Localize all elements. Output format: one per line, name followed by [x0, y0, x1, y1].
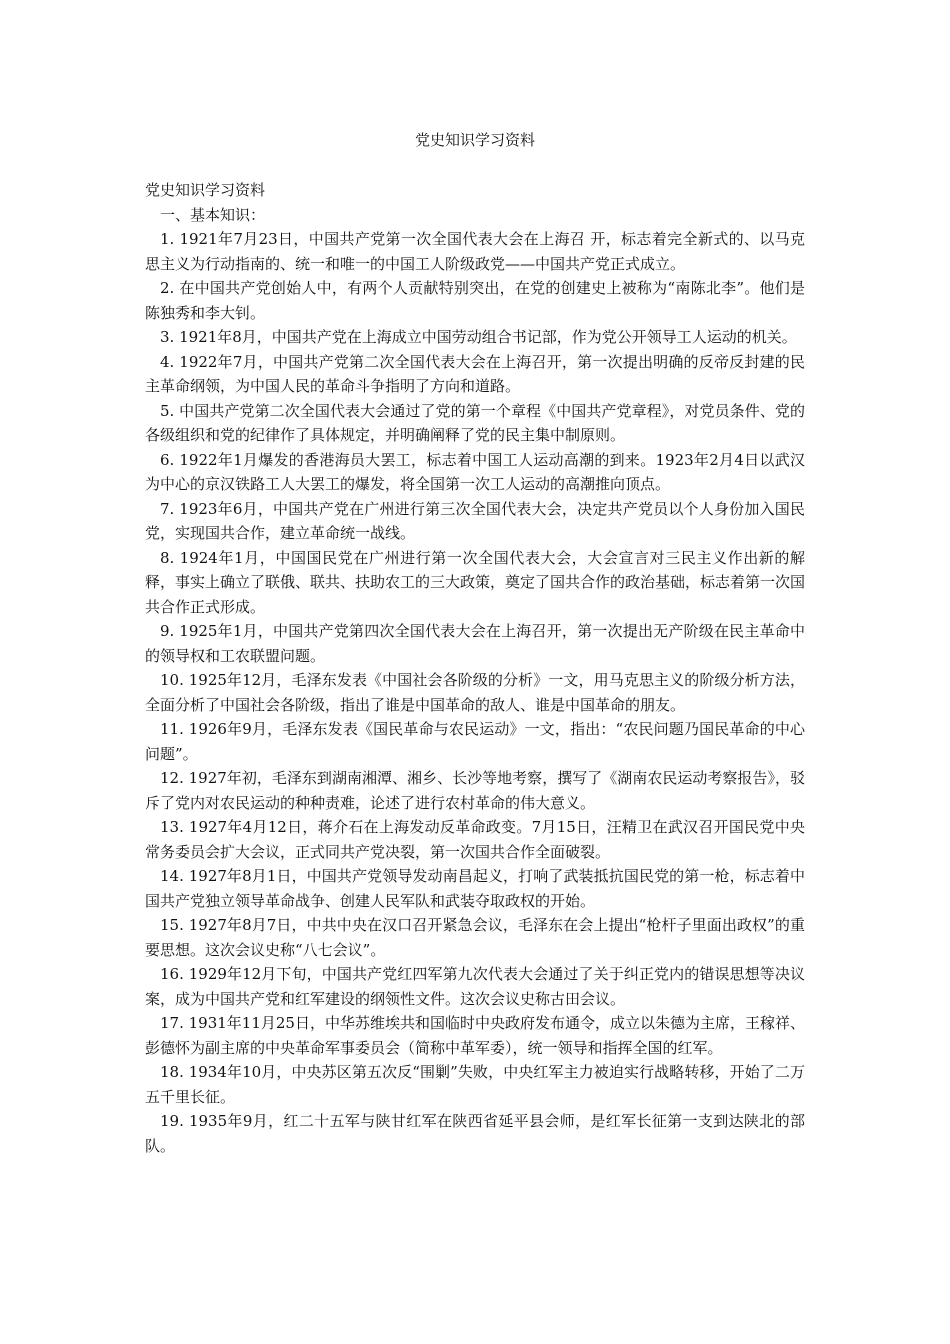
list-item: 18. 1934年10月，中央苏区第五次反“围剿”失败，中央红军主力被迫实行战略转移，开始了二万五千里长征。	[145, 1063, 805, 1106]
list-item: 2. 在中国共产党创始人中，有两个人贡献特别突出，在党的创建史上被称为“南陈北李”。他们是陈独秀和李大钊。	[145, 279, 805, 322]
list-item: 5. 中国共产党第二次全国代表大会通过了党的第一个章程《中国共产党章程》，对党员条件、党的各级组织和党的纪律作了具体规定，并明确阐释了党的民主集中制原则。	[145, 401, 805, 444]
list-item: 17. 1931年11月25日，中华苏维埃共和国临时中央政府发布通令，成立以朱德为主席，王稼祥、彭德怀为副主席的中央革命军事委员会（简称中革军委），统一领导和指挥全国的红军。	[145, 1014, 805, 1057]
list-item: 11. 1926年9月，毛泽东发表《国民革命与农民运动》一文，指出：“农民问题乃国民革命的中心问题”。	[145, 720, 805, 763]
list-item: 7. 1923年6月，中国共产党在广州进行第三次全国代表大会，决定共产党员以个人身份加入国民党，实现国共合作，建立革命统一战线。	[145, 499, 805, 542]
list-item: 10. 1925年12月，毛泽东发表《中国社会各阶级的分析》一文，用马克思主义的阶级分析方法，全面分析了中国社会各阶级，指出了谁是中国革命的敌人、谁是中国革命的朋友。	[145, 671, 805, 714]
list-item: 1. 1921年7月23日，中国共产党第一次全国代表大会在上海召 开，标志着完全新式的、以马克思主义为行动指南的、统一和唯一的中国工人阶级政党——中国共产党正式成立。	[145, 230, 805, 273]
list-item: 8. 1924年1月，中国国民党在广州进行第一次全国代表大会，大会宣言对三民主义作出新的解释，事实上确立了联俄、联共、扶助农工的三大政策，奠定了国共合作的政治基础，标志着第一次国共合作正式形成。	[145, 548, 806, 616]
list-item: 4. 1922年7月，中国共产党第二次全国代表大会在上海召开，第一次提出明确的反帝反封建的民主革命纲领，为中国人民的革命斗争指明了方向和道路。	[145, 352, 805, 395]
list-item: 14. 1927年8月1日，中国共产党领导发动南昌起义，打响了武装抵抗国民党的第一枪，标志着中国共产党独立领导革命战争、创建人民军队和武装夺取政权的开始。	[145, 867, 805, 910]
document-subtitle: 党史知识学习资料	[145, 181, 266, 199]
list-item: 12. 1927年初，毛泽东到湖南湘潭、湘乡、长沙等地考察，撰写了《湖南农民运动考察报告》，驳斥了党内对农民运动的种种责难，论述了进行农村革命的伟大意义。	[145, 769, 805, 812]
section-heading: 一、基本知识：	[160, 205, 266, 224]
list-item: 13. 1927年4月12日，蒋介石在上海发动反革命政变。7月15日，汪精卫在武汉召开国民党中央常务委员会扩大会议，正式同共产党决裂，第一次国共合作全面破裂。	[145, 818, 805, 861]
list-item: 19. 1935年9月，红二十五军与陕甘红军在陕西省延平县会师，是红军长征第一支到达陕北的部队。	[145, 1112, 805, 1155]
list-item: 16. 1929年12月下旬，中国共产党红四军第九次代表大会通过了关于纠正党内的错误思想等决议案，成为中国共产党和红军建设的纲领性文件。这次会议史称古田会议。	[145, 965, 805, 1008]
list-item: 6. 1922年1月爆发的香港海员大罢工，标志着中国工人运动高潮的到来。1923年2月4日以武汉为中心的京汉铁路工人大罢工的爆发，将全国第一次工人运动的高潮推向顶点。	[145, 450, 805, 493]
document-body	[145, 178, 805, 1158]
list-item: 9. 1925年1月，中国共产党第四次全国代表大会在上海召开，第一次提出无产阶级在民主革命中的领导权和工农联盟问题。	[145, 622, 805, 665]
document-title: 党史知识学习资料	[414, 131, 535, 149]
list-item: 3. 1921年8月，中国共产党在上海成立中国劳动组合书记部，作为党公开领导工人运动的机关。	[160, 328, 797, 346]
list-item: 15. 1927年8月7日，中共中央在汉口召开紧急会议，毛泽东在会上提出“枪杆子里面出政权”的重要思想。这次会议史称“八七会议”。	[145, 916, 805, 959]
